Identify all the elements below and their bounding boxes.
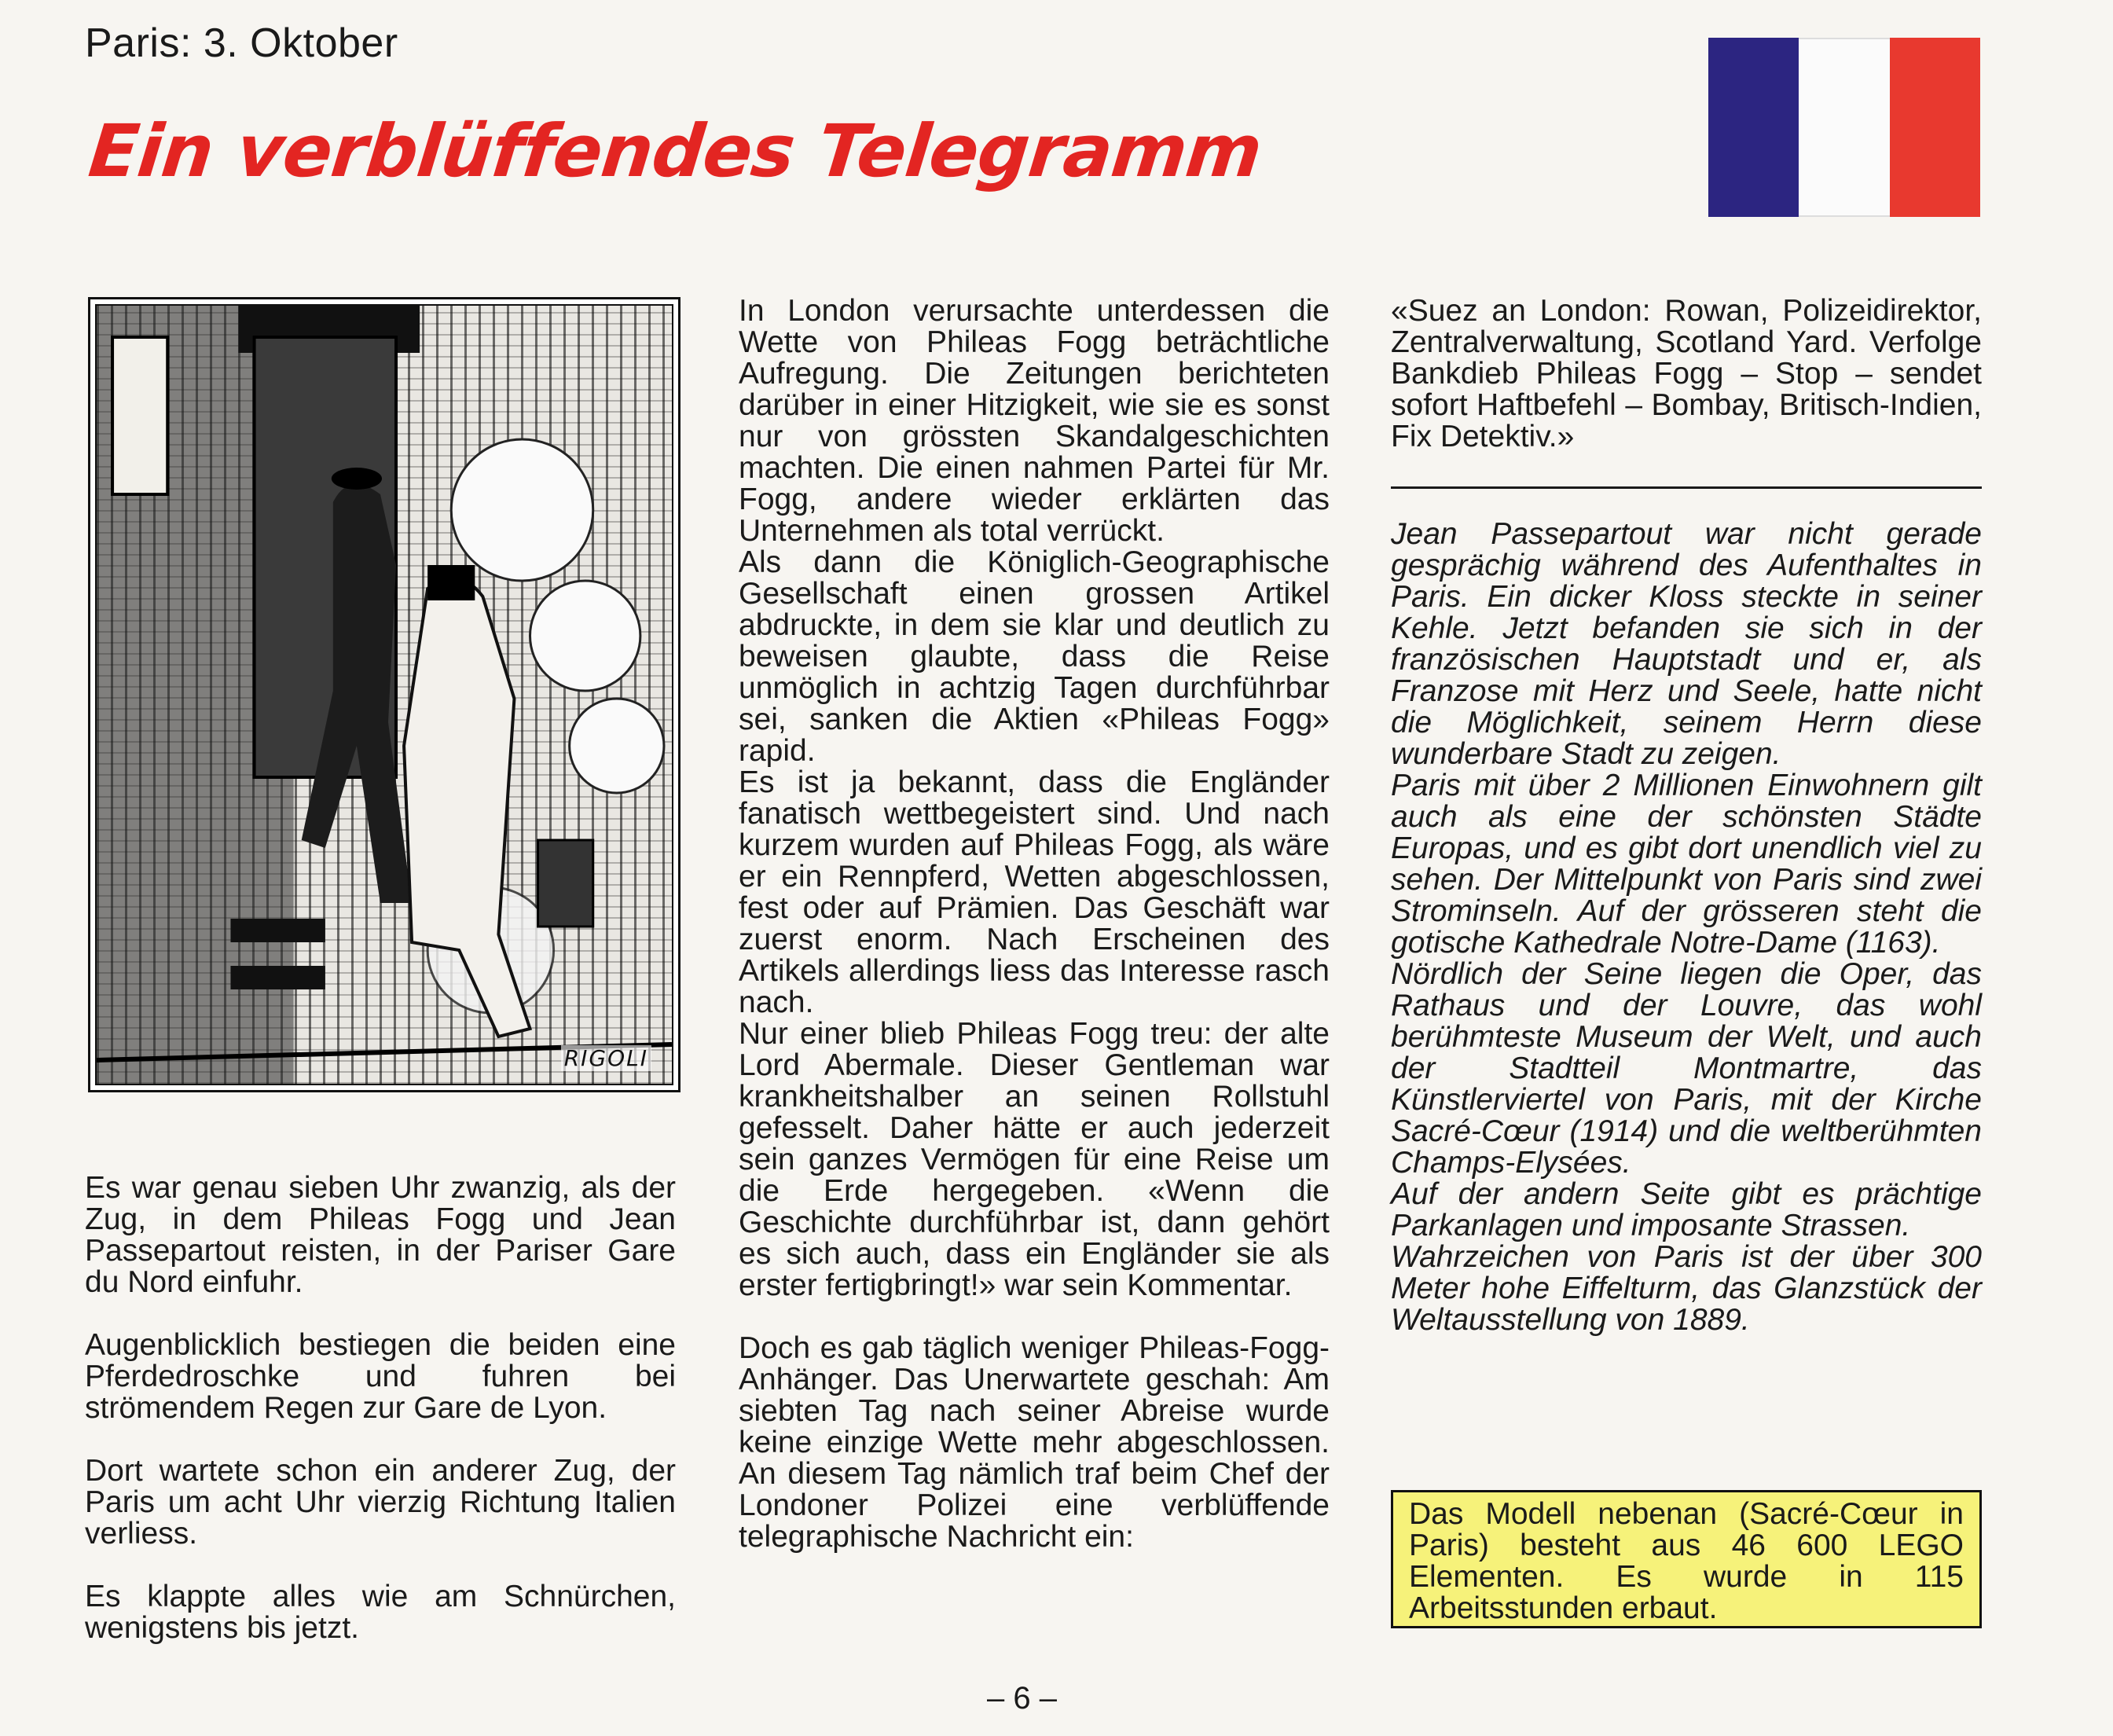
illustration-drawing (95, 304, 673, 1085)
telegram-text: «Suez an London: Rowan, Polizeidirektor, Zentralverwaltung, Scotland Yard. Verfolge Bankdieb Phileas Fogg – Stop – sendet sofort Haftbefehl – Bombay, Britisch-Indien, Fix Detektiv.» (1391, 294, 1982, 453)
paragraph: Paris mit über 2 Millionen Einwohnern gilt auch als eine der schönsten Städte Europas, und es gibt dort unendlich viel zu sehen. Der Mittelpunkt von Paris sind zwei Strominseln. Auf der grösseren steht die gotische Kathedrale Notre-Dame (1163). (1391, 769, 1982, 960)
flag-stripe-blue (1708, 38, 1799, 217)
flag-stripe-white (1799, 38, 1889, 217)
info-box: Das Modell nebenan (Sacré-Cœur in Paris) besteht aus 46 600 LEGO Elementen. Es wurde in 115 Arbeitsstunden erbaut. (1391, 1490, 1982, 1628)
paragraph: Nördlich der Seine liegen die Oper, das Rathaus und der Louvre, das wohl berühmteste Museum der Welt, und auch der Stadtteil Montmartre, das Künstlerviertel von Paris, mit der Kirche Sacré-Cœur (1914) und die weltberühmten Champs-Elysées. (1391, 957, 1982, 1180)
artist-signature: RIGOLI (561, 1045, 651, 1071)
column-1 (85, 1173, 676, 1675)
paragraph: Auf der andern Seite gibt es prächtige Parkanlagen und imposante Strassen. (1391, 1177, 1982, 1242)
paragraph: Doch es gab täglich weniger Phileas-Fogg-Anhänger. Das Unerwartete geschah: Am siebten Tag nach seiner Abreise wurde keine einzige Wette mehr abgeschlossen. An diesem Tag nämlich traf beim Chef der Londoner Polizei eine verblüffende telegraphische Nachricht ein: (739, 1331, 1330, 1554)
dateline: Paris: 3. Oktober (85, 20, 398, 66)
paragraph: Es war genau sieben Uhr zwanzig, als der Zug, in dem Phileas Fogg und Jean Passepartout reisten, in der Pariser Gare du Nord einfuhr. (85, 1171, 676, 1299)
page-number: – 6 – (987, 1681, 1057, 1716)
section-divider (1391, 486, 1982, 489)
column-3-body (1391, 519, 1982, 1336)
flag-stripe-red (1890, 38, 1980, 217)
paragraph: In London verursachte unterdessen die Wette von Phileas Fogg beträchtliche Aufregung. Die Zeitungen berichteten darüber in einer Hitzigkeit, wie sie es sonst nur von grössten Skandalgeschichten machten. Die einen nahmen Partei für Mr. Fogg, andere wieder erklärten das Unternehmen als total verrückt. (739, 294, 1330, 548)
french-flag (1708, 38, 1980, 217)
column-3 (1391, 295, 1982, 453)
paragraph: Nur einer blieb Phileas Fogg treu: der alte Lord Abermale. Dieser Gentleman war krankheitshalber an seinen Rollstuhl gefesselt. Daher hätte er auch jederzeit sein ganzes Vermögen für eine Reise um die Erde hergegeben. «Wenn die Geschichte durchführbar ist, dann gehört es sich auch, dass ein Engländer sie als erster fertigbringt!» war sein Kommentar. (739, 1017, 1330, 1302)
train-station-illustration (88, 297, 680, 1092)
paragraph: Als dann die Königlich-Geographische Gesellschaft einen grossen Artikel abdruckte, in dem sie klar und deutlich zu beweisen glaubte, dass die Reise unmöglich in achtzig Tagen durchführbar sei, sanken die Aktien «Phileas Fogg» rapid. (739, 545, 1330, 768)
headline: Ein verblüffendes Telegramm (85, 109, 1266, 193)
paragraph: Augenblicklich bestiegen die beiden eine Pferdedroschke und fuhren bei strömendem Regen zur Gare de Lyon. (85, 1328, 676, 1425)
paragraph: Dort wartete schon ein anderer Zug, der Paris um acht Uhr vierzig Richtung Italien verliess. (85, 1454, 676, 1551)
paragraph: Jean Passepartout war nicht gerade gesprächig während des Aufenthaltes in Paris. Ein dicker Kloss steckte in seiner Kehle. Jetzt befanden sie sich in der französischen Hauptstadt und er, als Franzose mit Herz und Seele, hatte nicht die Möglichkeit, seinem Herrn diese wunderbare Stadt zu zeigen. (1391, 517, 1982, 771)
paragraph: Es klappte alles wie am Schnürchen, wenigstens bis jetzt. (85, 1580, 676, 1645)
paragraph: Wahrzeichen von Paris ist der über 300 Meter hohe Eiffelturm, das Glanzstück der Weltausstellung von 1889. (1391, 1240, 1982, 1337)
paragraph: Es ist ja bekannt, dass die Engländer fanatisch wettbegeistert sind. Und nach kurzem wurden auf Phileas Fogg, als wäre er ein Rennpferd, Wetten abgeschlossen, fest oder auf Prämien. Das Geschäft war zuerst enorm. Nach Erscheinen des Artikels allerdings liess das Interesse rasch nach. (739, 765, 1330, 1019)
illustration-sketch (97, 306, 672, 1084)
column-2 (739, 295, 1330, 1553)
